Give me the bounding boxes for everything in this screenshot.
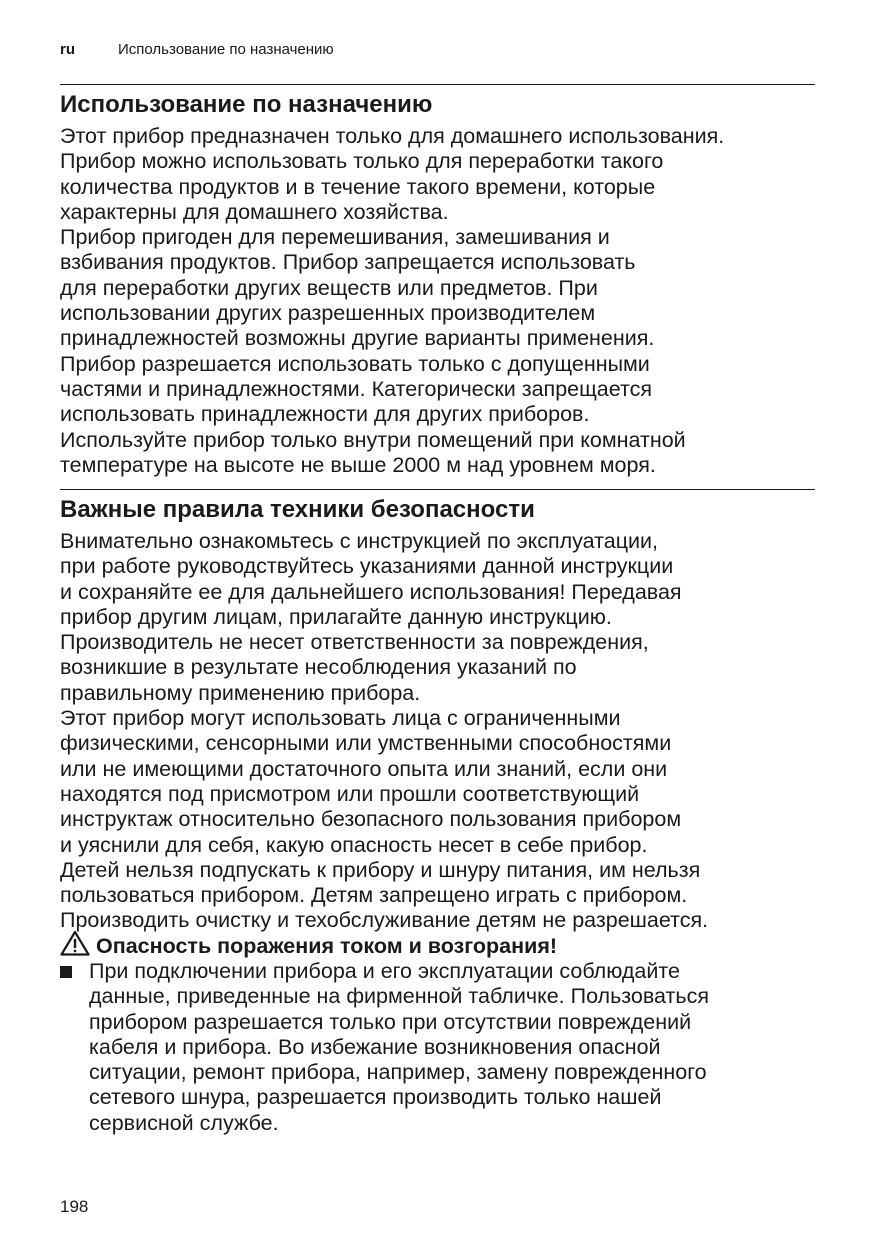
section-title-safety: Важные правила техники безопасности: [60, 496, 535, 523]
text-line: использовании других разрешенных производителем: [60, 301, 596, 326]
text-line: возникшие в результате несоблюдения указаний по: [60, 655, 577, 680]
text-line: Детей нельзя подпускать к прибору и шнуру питания, им нельзя: [60, 857, 701, 882]
text-line: Используйте прибор только внутри помещений при комнатной: [60, 427, 686, 452]
running-header-title: Использование по назначению: [118, 41, 334, 58]
section-divider-2: [60, 489, 815, 490]
text-line: сервисной службе.: [89, 1110, 279, 1135]
warning-title: Опасность поражения током и возгорания!: [96, 934, 558, 958]
text-line: прибором разрешается только при отсутствии повреждений: [89, 1009, 692, 1034]
text-line: инструктаж относительно безопасного пользования прибором: [60, 807, 682, 832]
text-line: при работе руководствуйтесь указаниями данной инструкции: [60, 554, 674, 579]
text-line: и сохраняйте ее для дальнейшего использования! Передавая: [60, 579, 682, 604]
text-line: ситуации, ремонт прибора, например, замену поврежденного: [89, 1060, 707, 1085]
safety-text: [60, 529, 708, 934]
text-line: правильному применению прибора.: [60, 680, 421, 705]
text-line: Производить очистку и техобслуживание детям не разрешается.: [60, 908, 709, 933]
text-line: количества продуктов и в течение такого времени, которые: [60, 174, 656, 199]
text-line: Внимательно ознакомьтесь с инструкцией по эксплуатации,: [60, 529, 659, 553]
text-line: взбивания продуктов. Прибор запрещается использовать: [60, 250, 636, 275]
warning-triangle-icon: [60, 930, 90, 956]
text-line: температуре на высоте не выше 2000 м над уровнем моря.: [60, 452, 656, 477]
text-line: Этот прибор могут использовать лица с ограниченными: [60, 706, 621, 731]
text-line: частями и принадлежностями. Категорически запрещается: [60, 376, 653, 401]
text-line: Прибор можно использовать только для переработки такого: [60, 149, 664, 174]
text-line: прибор другим лицам, прилагайте данную инструкцию.: [60, 604, 612, 629]
text-line: и уяснили для себя, какую опасность несет в себе прибор.: [60, 832, 648, 857]
page-number: 198: [60, 1197, 89, 1216]
intended-use-text: [60, 124, 724, 478]
text-line: кабеля и прибора. Во избежание возникновения опасной: [89, 1034, 661, 1059]
running-header: [60, 40, 334, 60]
text-line: характерны для домашнего хозяйства.: [60, 199, 449, 224]
text-line: для переработки других веществ или предметов. При: [60, 275, 598, 300]
section-title-intended-use: Использование по назначению: [60, 91, 433, 118]
text-line: или не имеющими достаточного опыта или знаний, если они: [60, 756, 668, 781]
text-line: данные, приведенные на фирменной табличке. Пользоваться: [89, 984, 709, 1009]
text-line: Прибор разрешается использовать только с допущенными: [60, 351, 650, 376]
text-line: использовать принадлежности для других приборов.: [60, 402, 590, 427]
text-line: сетевого шнура, разрешается производить только нашей: [89, 1085, 662, 1110]
section-divider-1: [60, 84, 815, 85]
text-line: Прибор пригоден для перемешивания, замешивания и: [60, 225, 610, 250]
text-line: При подключении прибора и его эксплуатации соблюдайте: [89, 959, 680, 983]
text-line: принадлежностей возможны другие варианты применения.: [60, 326, 655, 351]
warning-bullet-text: [89, 959, 709, 1136]
text-line: находятся под присмотром или прошли соответствующий: [60, 781, 640, 806]
language-code: ru: [60, 41, 75, 58]
text-line: физическими, сенсорными или умственными способностями: [60, 731, 672, 756]
text-line: Этот прибор предназначен только для домашнего использования.: [60, 124, 725, 148]
text-line: пользоваться прибором. Детям запрещено играть с прибором.: [60, 883, 688, 908]
text-line: Производитель не несет ответственности за повреждения,: [60, 630, 649, 655]
bullet-square-icon: [60, 966, 72, 978]
warning-heading: [60, 930, 557, 960]
